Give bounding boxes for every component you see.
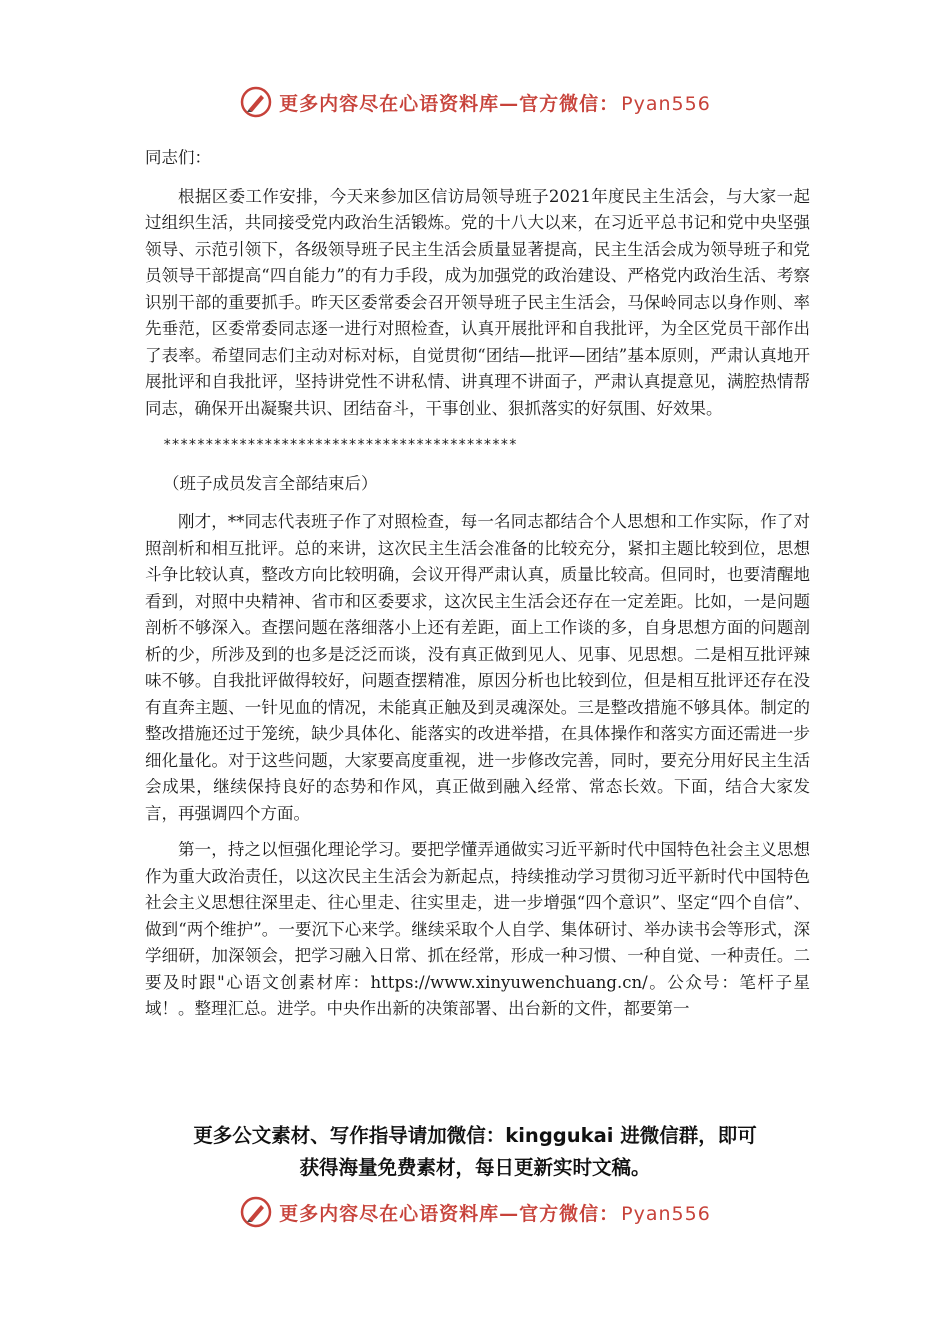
banner-handle: Pyan556 xyxy=(621,92,711,115)
pen-logo-icon xyxy=(239,85,273,119)
banner-text: 更多内容尽在心语资料库—官方微信： Pyan556 xyxy=(279,92,711,115)
separator-line: ****************************************** xyxy=(163,437,518,453)
header-banner xyxy=(0,80,950,124)
banner-handle: Pyan556 xyxy=(621,1202,711,1225)
paragraph-3: 第一，持之以恒强化理论学习。要把学懂弄通做实习近平新时代中国特色社会主义思想作为重大政治责任，以这次民主生活会为新起点，持续推动学习贯彻习近平新时代中国特色社会主义思想往深里走、往心里走、往实里走，进一步增强“四个意识”、坚定“四个自信”、做到“两个维护”。一要沉下心来学。继续采取个人自学、集体研讨、举办读书会等形式，深学细研，加深领会，把学习融入日常、抓在经常，形成一种习惯、一种自觉、一种责任。二要及时跟"心语文创素材库：https://www.xinyuwenchuang.cn/。公众号：笔杆子星域！。整理汇总。进学。中央作出新的决策部署、出台新的文件，都要第一 xyxy=(145,840,810,1018)
salutation: 同志们： xyxy=(145,148,211,167)
promo-block xyxy=(0,1120,950,1184)
paragraph-1: 根据区委工作安排，今天来参加区信访局领导班子2021年度民主生活会，与大家一起过组织生活，共同接受党内政治生活锻炼。党的十八大以来，在习近平总书记和党中央坚强领导、示范引领下，各级领导班子民主生活会质量显著提高，民主生活会成为领导班子和党员领导干部提高“四自能力”的有力手段，成为加强党的政治建设、严格党内政治生活、考察识别干部的重要抓手。昨天区委常委会召开领导班子民主生活会，马保岭同志以身作则、率先垂范，区委常委同志逐一进行对照检查，认真开展批评和自我批评，为全区党员干部作出了表率。希望同志们主动对标对标，自觉贯彻“团结—批评—团结”基本原则，严肃认真地开展批评和自我批评，坚持讲党性不讲私情、讲真理不讲面子，严肃认真提意见，满腔热情帮同志，确保开出凝聚共识、团结奋斗，干事创业、狠抓落实的好氛围、好效果。 xyxy=(145,186,810,418)
paragraph-2: 刚才，**同志代表班子作了对照检查，每一名同志都结合个人思想和工作实际，作了对照剖析和相互批评。总的来讲，这次民主生活会准备的比较充分，紧扣主题比较到位，思想斗争比较认真，整改方向比较明确，会议开得严肃认真，质量比较高。但同时，也要清醒地看到，对照中央精神、省市和区委要求，这次民主生活会还存在一定差距。比如，一是问题剖析不够深入。查摆问题在落细落小上还有差距，面上工作谈的多，自身思想方面的问题剖析的少，所涉及到的也多是泛泛而谈，没有真正做到见人、见事、见思想。二是相互批评辣味不够。自我批评做得较好，问题查摆精准，原因分析也比较到位，但是相互批评还存在没有直奔主题、一针见血的情况，未能真正触及到灵魂深处。三是整改措施不够具体。制定的整改措施还过于笼统，缺少具体化、能落实的改进举措，在具体操作和落实方面还需进一步细化量化。对于这些问题，大家要高度重视，进一步修改完善，同时，要充分用好民主生活会成果，继续保持良好的态势和作风，真正做到融入经常、常态长效。下面，结合大家发言，再强调四个方面。 xyxy=(145,512,810,823)
document-body xyxy=(145,145,810,1033)
pen-logo-icon xyxy=(239,1195,273,1229)
promo-line-2: 获得海量免费素材，每日更新实时文稿。 xyxy=(299,1156,651,1179)
promo-line-1: 更多公文素材、写作指导请加微信：kinggukai 进微信群，即可 xyxy=(193,1124,757,1147)
banner-text: 更多内容尽在心语资料库—官方微信： Pyan556 xyxy=(279,1202,711,1225)
stage-note: （班子成员发言全部结束后） xyxy=(163,473,378,493)
footer-banner xyxy=(0,1190,950,1234)
